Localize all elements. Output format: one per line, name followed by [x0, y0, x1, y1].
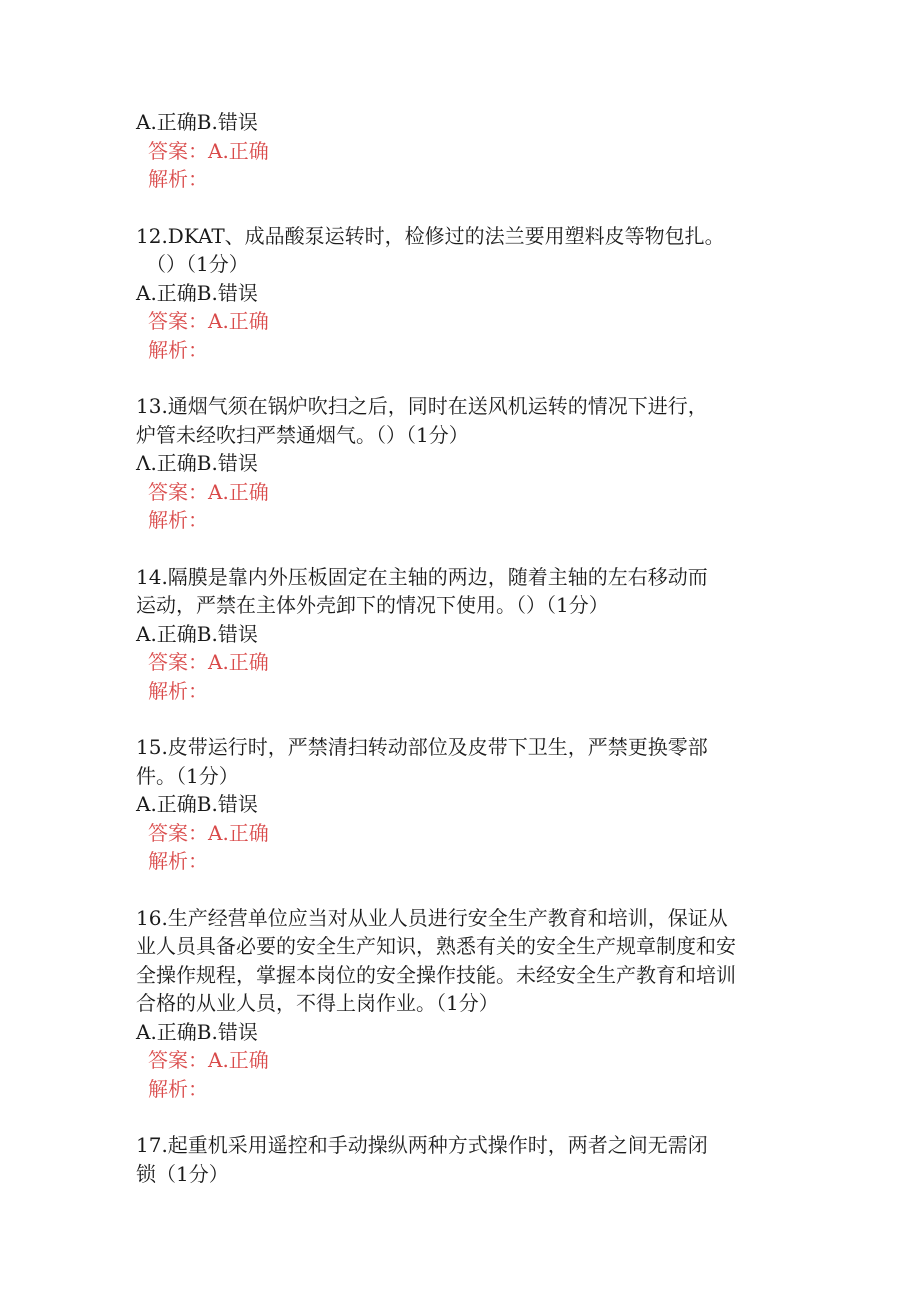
- question-block-14: [136, 563, 786, 706]
- options-line: A.正确B.错误: [136, 621, 258, 646]
- question-text: 15.皮带运行时，严禁清扫转动部位及皮带下卫生，严禁更换零部: [136, 735, 708, 759]
- answer-line: 答案：A.正确: [148, 1048, 269, 1072]
- analysis-line: 解析：: [148, 678, 208, 703]
- question-text-cont: 锁（1分）: [136, 1161, 229, 1186]
- options-line: A.正确B.错误: [136, 792, 258, 816]
- question-block-13: [136, 392, 786, 535]
- answer-line: 答案：A.正确: [148, 820, 269, 845]
- question-block-12: [136, 222, 786, 365]
- question-text-cont: 件。（1分）: [136, 763, 239, 788]
- question-text: 14.隔膜是靠内外压板固定在主轴的两边，随着主轴的左右移动而: [136, 564, 708, 589]
- question-text-cont2: 全操作规程，掌握本岗位的安全操作技能。未经安全生产教育和培训: [136, 962, 736, 987]
- analysis-line: 解析：: [148, 167, 208, 191]
- question-text-cont: 炉管未经吹扫严禁通烟气。（）（1分）: [136, 422, 469, 447]
- answer-line: 答案：A.正确: [148, 650, 269, 674]
- analysis-line: 解析：: [148, 849, 208, 873]
- analysis-line: 解析：: [148, 337, 208, 362]
- analysis-line: 解析：: [148, 508, 208, 532]
- analysis-line: 解析：: [148, 1076, 208, 1101]
- question-block-17: [136, 1131, 786, 1188]
- question-text: 12.DKAT、成品酸泵运转时，检修过的法兰要用塑料皮等物包扎。: [136, 223, 725, 248]
- options-line: A.正确B.错误: [136, 1019, 258, 1044]
- question-text: 16.生产经营单位应当对从业人员进行安全生产教育和培训，保证从: [136, 905, 728, 930]
- answer-line: 答案：A.正确: [148, 138, 269, 163]
- question-list: [136, 108, 786, 1216]
- question-text-cont3: 合格的从业人员，不得上岗作业。（1分）: [136, 991, 499, 1015]
- question-text-cont: （）（1分）: [146, 252, 249, 276]
- question-text-cont: 业人员具备必要的安全生产知识，熟悉有关的安全生产规章制度和安: [136, 934, 736, 958]
- question-text-cont: 运动，严禁在主体外壳卸下的情况下使用。（）（1分）: [136, 593, 609, 617]
- question-block-11: [136, 108, 786, 194]
- question-block-16: [136, 904, 786, 1104]
- options-line: Λ.正确B.错误: [136, 451, 258, 475]
- options-line: A.正确B.错误: [136, 110, 258, 134]
- options-line: A.正确B.错误: [136, 280, 258, 305]
- answer-line: 答案：A.正确: [148, 309, 269, 333]
- question-text: 13.通烟气须在锅炉吹扫之后，同时在送风机运转的情况下进行，: [136, 394, 708, 418]
- answer-line: 答案：A.正确: [148, 479, 269, 504]
- question-block-15: [136, 733, 786, 876]
- question-text: 17.起重机采用遥控和手动操纵两种方式操作时，两者之间无需闭: [136, 1133, 708, 1157]
